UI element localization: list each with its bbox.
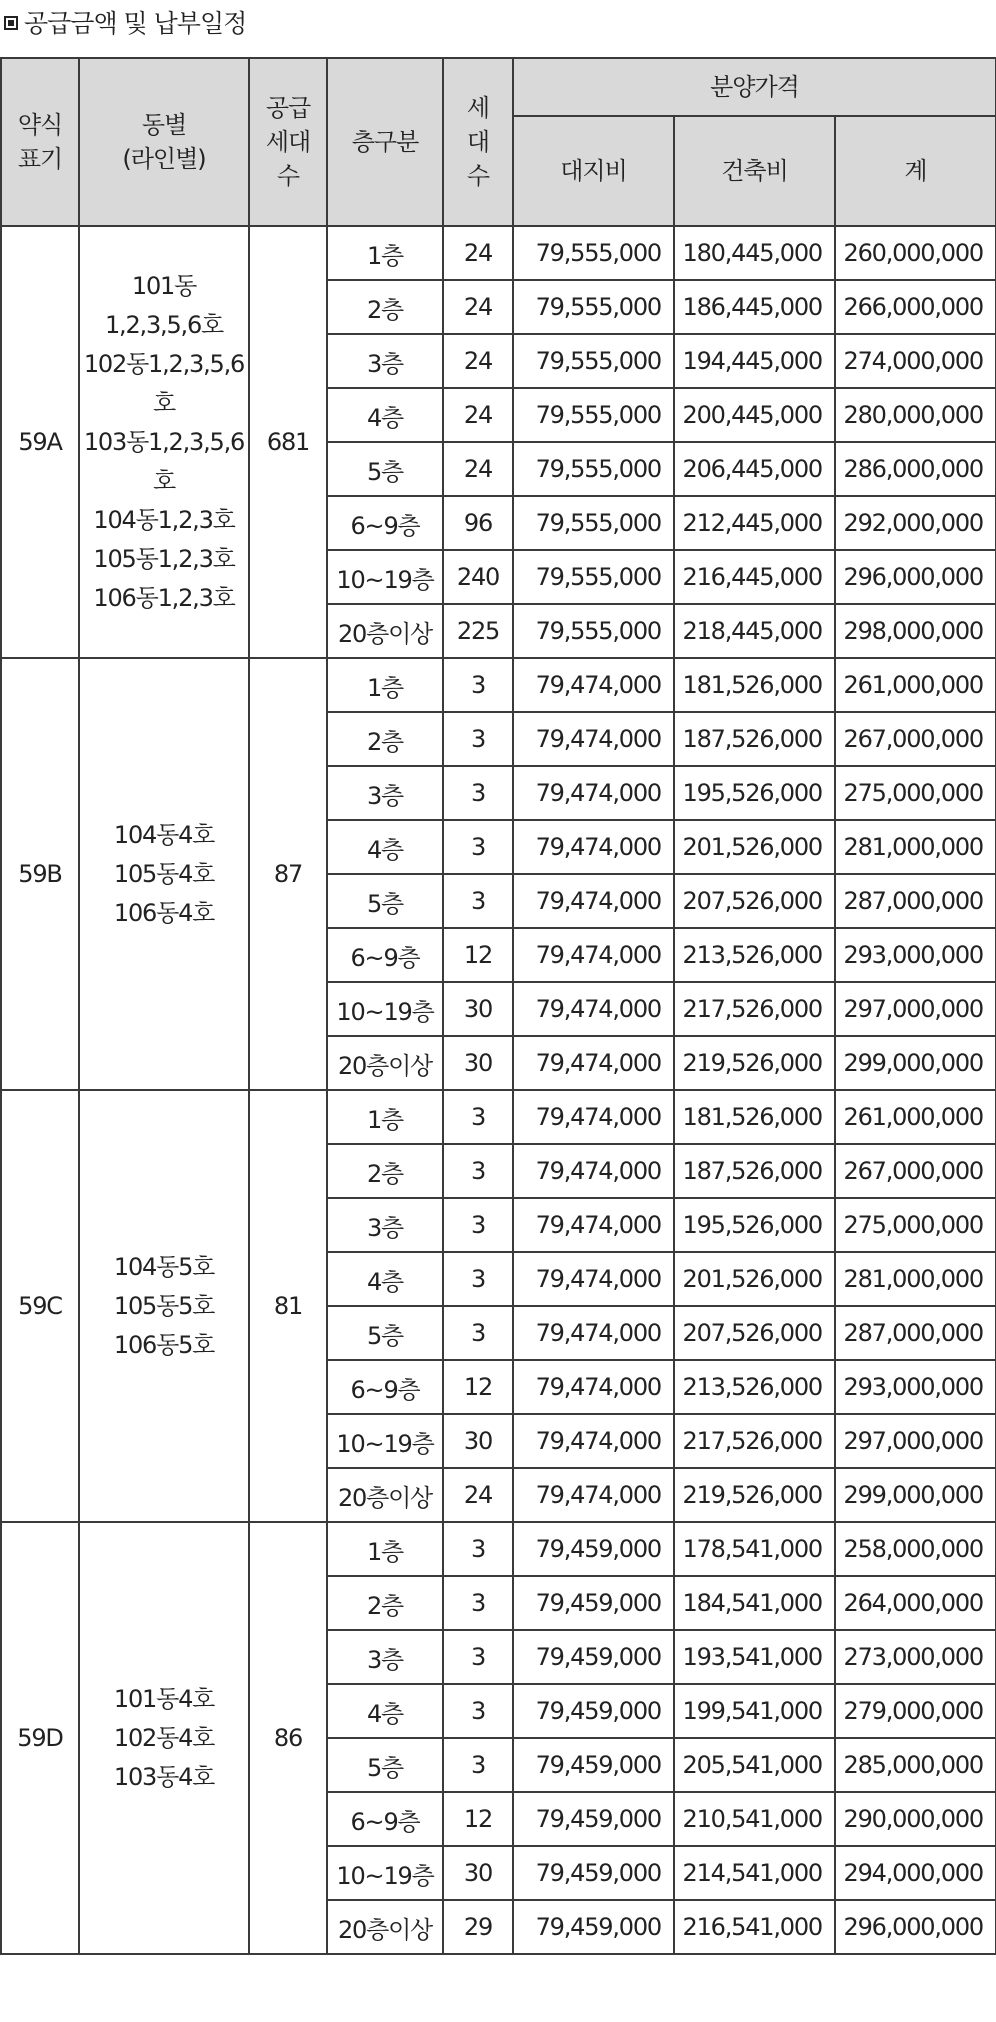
land-price-cell: 79,474,000 <box>513 1198 674 1252</box>
construction-price-cell: 184,541,000 <box>674 1576 835 1630</box>
units-cell: 24 <box>443 280 513 334</box>
land-price-cell: 79,459,000 <box>513 1792 674 1846</box>
land-price-cell: 79,474,000 <box>513 820 674 874</box>
units-cell: 3 <box>443 874 513 928</box>
land-price-cell: 79,474,000 <box>513 928 674 982</box>
units-cell: 3 <box>443 1738 513 1792</box>
floor-cell: 2층 <box>327 1576 443 1630</box>
construction-price-cell: 219,526,000 <box>674 1468 835 1522</box>
units-cell: 96 <box>443 496 513 550</box>
floor-cell: 3층 <box>327 334 443 388</box>
land-price-cell: 79,474,000 <box>513 1252 674 1306</box>
building-lines-cell <box>79 1522 249 1954</box>
units-cell: 3 <box>443 820 513 874</box>
units-cell: 240 <box>443 550 513 604</box>
floor-cell: 1층 <box>327 226 443 280</box>
total-price-cell: 297,000,000 <box>835 1414 996 1468</box>
header-building-text: 동별 (라인별) <box>122 111 206 173</box>
construction-price-cell: 217,526,000 <box>674 982 835 1036</box>
units-cell: 3 <box>443 1576 513 1630</box>
total-price-cell: 281,000,000 <box>835 1252 996 1306</box>
building-line: 1,2,3,5,6호 <box>104 310 224 339</box>
building-line: 106동4호 <box>113 898 215 927</box>
floor-cell: 2층 <box>327 280 443 334</box>
land-price-cell: 79,555,000 <box>513 604 674 658</box>
construction-price-cell: 193,541,000 <box>674 1630 835 1684</box>
total-price-cell: 266,000,000 <box>835 280 996 334</box>
units-cell: 12 <box>443 1360 513 1414</box>
units-cell: 225 <box>443 604 513 658</box>
total-price-cell: 286,000,000 <box>835 442 996 496</box>
construction-price-cell: 186,445,000 <box>674 280 835 334</box>
total-price-cell: 279,000,000 <box>835 1684 996 1738</box>
land-price-cell: 79,459,000 <box>513 1900 674 1954</box>
land-price-cell: 79,555,000 <box>513 226 674 280</box>
building-line: 101동4호 <box>113 1684 215 1713</box>
land-price-cell: 79,474,000 <box>513 766 674 820</box>
construction-price-cell: 206,445,000 <box>674 442 835 496</box>
total-price-cell: 258,000,000 <box>835 1522 996 1576</box>
floor-cell: 5층 <box>327 442 443 496</box>
units-cell: 24 <box>443 226 513 280</box>
units-cell: 30 <box>443 982 513 1036</box>
floor-cell: 6~9층 <box>327 1792 443 1846</box>
floor-cell: 5층 <box>327 1306 443 1360</box>
header-total-text: 계 <box>904 157 927 185</box>
floor-cell: 6~9층 <box>327 1360 443 1414</box>
construction-price-cell: 195,526,000 <box>674 1198 835 1252</box>
land-price-cell: 79,459,000 <box>513 1576 674 1630</box>
total-price-cell: 296,000,000 <box>835 1900 996 1954</box>
construction-price-cell: 218,445,000 <box>674 604 835 658</box>
units-cell: 24 <box>443 1468 513 1522</box>
floor-cell: 2층 <box>327 1144 443 1198</box>
units-cell: 3 <box>443 1144 513 1198</box>
floor-cell: 4층 <box>327 388 443 442</box>
building-line: 102동4호 <box>113 1723 215 1752</box>
construction-price-cell: 187,526,000 <box>674 712 835 766</box>
construction-price-cell: 216,445,000 <box>674 550 835 604</box>
total-price-cell: 264,000,000 <box>835 1576 996 1630</box>
square-bullet-icon <box>4 16 18 30</box>
table-row <box>1 1090 996 1144</box>
units-cell: 29 <box>443 1900 513 1954</box>
units-cell: 24 <box>443 442 513 496</box>
units-cell: 3 <box>443 1630 513 1684</box>
units-cell: 24 <box>443 334 513 388</box>
floor-cell: 3층 <box>327 1630 443 1684</box>
total-price-cell: 293,000,000 <box>835 928 996 982</box>
total-price-cell: 275,000,000 <box>835 766 996 820</box>
land-price-cell: 79,459,000 <box>513 1846 674 1900</box>
floor-cell: 10~19층 <box>327 1846 443 1900</box>
construction-price-cell: 194,445,000 <box>674 334 835 388</box>
total-price-cell: 273,000,000 <box>835 1630 996 1684</box>
building-line: 105동1,2,3호 <box>93 544 235 573</box>
supply-units-cell: 87 <box>249 658 327 1090</box>
building-line: 104동5호 <box>113 1252 215 1281</box>
units-cell: 3 <box>443 766 513 820</box>
land-price-cell: 79,474,000 <box>513 1036 674 1090</box>
land-price-cell: 79,555,000 <box>513 442 674 496</box>
floor-cell: 10~19층 <box>327 1414 443 1468</box>
total-price-cell: 267,000,000 <box>835 712 996 766</box>
building-line: 105동4호 <box>113 859 215 888</box>
land-price-cell: 79,459,000 <box>513 1738 674 1792</box>
land-price-cell: 79,474,000 <box>513 1090 674 1144</box>
header-construction <box>674 116 835 226</box>
land-price-cell: 79,474,000 <box>513 1306 674 1360</box>
header-total <box>835 116 996 226</box>
construction-price-cell: 207,526,000 <box>674 1306 835 1360</box>
header-construction-text: 건축비 <box>721 157 788 185</box>
units-cell: 12 <box>443 1792 513 1846</box>
floor-cell: 3층 <box>327 766 443 820</box>
header-units <box>443 58 513 226</box>
units-cell: 3 <box>443 1306 513 1360</box>
floor-cell: 10~19층 <box>327 550 443 604</box>
building-line: 106동5호 <box>113 1330 215 1359</box>
total-price-cell: 299,000,000 <box>835 1468 996 1522</box>
construction-price-cell: 210,541,000 <box>674 1792 835 1846</box>
units-cell: 3 <box>443 1522 513 1576</box>
land-price-cell: 79,474,000 <box>513 658 674 712</box>
construction-price-cell: 201,526,000 <box>674 820 835 874</box>
supply-units-cell: 86 <box>249 1522 327 1954</box>
header-floor-text: 층구분 <box>351 128 419 156</box>
land-price-cell: 79,555,000 <box>513 388 674 442</box>
land-price-cell: 79,555,000 <box>513 280 674 334</box>
section-title-text: 공급금액 및 납부일정 <box>24 9 247 38</box>
header-type <box>1 58 79 226</box>
land-price-cell: 79,474,000 <box>513 874 674 928</box>
total-price-cell: 275,000,000 <box>835 1198 996 1252</box>
total-price-cell: 293,000,000 <box>835 1360 996 1414</box>
construction-price-cell: 180,445,000 <box>674 226 835 280</box>
header-supply-units-text: 공급 세대 수 <box>265 94 311 190</box>
floor-cell: 1층 <box>327 1522 443 1576</box>
total-price-cell: 296,000,000 <box>835 550 996 604</box>
floor-cell: 20층이상 <box>327 1036 443 1090</box>
floor-cell: 6~9층 <box>327 496 443 550</box>
building-lines-cell <box>79 226 249 658</box>
floor-cell: 2층 <box>327 712 443 766</box>
building-line: 103동4호 <box>113 1762 215 1791</box>
header-building <box>79 58 249 226</box>
land-price-cell: 79,474,000 <box>513 982 674 1036</box>
type-cell: 59D <box>1 1522 79 1954</box>
units-cell: 3 <box>443 1684 513 1738</box>
construction-price-cell: 214,541,000 <box>674 1846 835 1900</box>
supply-units-cell: 681 <box>249 226 327 658</box>
total-price-cell: 280,000,000 <box>835 388 996 442</box>
section-title <box>0 4 246 44</box>
header-land <box>513 116 674 226</box>
floor-cell: 10~19층 <box>327 982 443 1036</box>
units-cell: 3 <box>443 658 513 712</box>
construction-price-cell: 195,526,000 <box>674 766 835 820</box>
land-price-cell: 79,555,000 <box>513 496 674 550</box>
building-lines-cell <box>79 658 249 1090</box>
construction-price-cell: 207,526,000 <box>674 874 835 928</box>
floor-cell: 5층 <box>327 1738 443 1792</box>
total-price-cell: 281,000,000 <box>835 820 996 874</box>
total-price-cell: 299,000,000 <box>835 1036 996 1090</box>
price-table-body <box>1 226 996 1954</box>
construction-price-cell: 205,541,000 <box>674 1738 835 1792</box>
header-price-group-text: 분양가격 <box>710 73 799 101</box>
supply-units-cell: 81 <box>249 1090 327 1522</box>
construction-price-cell: 219,526,000 <box>674 1036 835 1090</box>
header-floor <box>327 58 443 226</box>
building-line: 104동4호 <box>113 820 215 849</box>
construction-price-cell: 178,541,000 <box>674 1522 835 1576</box>
total-price-cell: 267,000,000 <box>835 1144 996 1198</box>
floor-cell: 4층 <box>327 820 443 874</box>
floor-cell: 4층 <box>327 1252 443 1306</box>
construction-price-cell: 201,526,000 <box>674 1252 835 1306</box>
construction-price-cell: 213,526,000 <box>674 1360 835 1414</box>
construction-price-cell: 216,541,000 <box>674 1900 835 1954</box>
total-price-cell: 294,000,000 <box>835 1846 996 1900</box>
header-price-group <box>513 58 996 116</box>
land-price-cell: 79,459,000 <box>513 1522 674 1576</box>
land-price-cell: 79,474,000 <box>513 712 674 766</box>
land-price-cell: 79,555,000 <box>513 334 674 388</box>
header-land-text: 대지비 <box>560 157 627 185</box>
type-cell: 59B <box>1 658 79 1090</box>
land-price-cell: 79,459,000 <box>513 1630 674 1684</box>
building-line: 102동1,2,3,5,6호 <box>83 349 245 417</box>
units-cell: 30 <box>443 1846 513 1900</box>
floor-cell: 20층이상 <box>327 1900 443 1954</box>
units-cell: 3 <box>443 712 513 766</box>
total-price-cell: 292,000,000 <box>835 496 996 550</box>
units-cell: 3 <box>443 1090 513 1144</box>
construction-price-cell: 200,445,000 <box>674 388 835 442</box>
land-price-cell: 79,474,000 <box>513 1414 674 1468</box>
total-price-cell: 297,000,000 <box>835 982 996 1036</box>
units-cell: 30 <box>443 1414 513 1468</box>
floor-cell: 3층 <box>327 1198 443 1252</box>
units-cell: 24 <box>443 388 513 442</box>
floor-cell: 1층 <box>327 1090 443 1144</box>
table-row <box>1 1522 996 1576</box>
units-cell: 3 <box>443 1252 513 1306</box>
total-price-cell: 290,000,000 <box>835 1792 996 1846</box>
construction-price-cell: 217,526,000 <box>674 1414 835 1468</box>
total-price-cell: 260,000,000 <box>835 226 996 280</box>
total-price-cell: 274,000,000 <box>835 334 996 388</box>
units-cell: 30 <box>443 1036 513 1090</box>
land-price-cell: 79,474,000 <box>513 1468 674 1522</box>
building-line: 103동1,2,3,5,6호 <box>83 427 245 495</box>
land-price-cell: 79,474,000 <box>513 1360 674 1414</box>
building-line: 106동1,2,3호 <box>93 583 235 612</box>
building-lines-cell <box>79 1090 249 1522</box>
floor-cell: 4층 <box>327 1684 443 1738</box>
header-units-text: 세 대 수 <box>466 94 490 190</box>
floor-cell: 6~9층 <box>327 928 443 982</box>
building-line: 105동5호 <box>113 1291 215 1320</box>
construction-price-cell: 181,526,000 <box>674 1090 835 1144</box>
table-row <box>1 658 996 712</box>
units-cell: 3 <box>443 1198 513 1252</box>
header-type-text: 약식 표기 <box>17 111 63 173</box>
floor-cell: 20층이상 <box>327 604 443 658</box>
construction-price-cell: 199,541,000 <box>674 1684 835 1738</box>
building-line: 104동1,2,3호 <box>93 505 235 534</box>
building-line: 101동 <box>131 271 197 300</box>
construction-price-cell: 212,445,000 <box>674 496 835 550</box>
floor-cell: 1층 <box>327 658 443 712</box>
total-price-cell: 285,000,000 <box>835 1738 996 1792</box>
table-row <box>1 226 996 280</box>
price-table <box>0 57 996 1955</box>
total-price-cell: 261,000,000 <box>835 658 996 712</box>
type-cell: 59A <box>1 226 79 658</box>
construction-price-cell: 187,526,000 <box>674 1144 835 1198</box>
construction-price-cell: 181,526,000 <box>674 658 835 712</box>
total-price-cell: 287,000,000 <box>835 874 996 928</box>
type-cell: 59C <box>1 1090 79 1522</box>
total-price-cell: 287,000,000 <box>835 1306 996 1360</box>
floor-cell: 5층 <box>327 874 443 928</box>
header-supply-units <box>249 58 327 226</box>
construction-price-cell: 213,526,000 <box>674 928 835 982</box>
floor-cell: 20층이상 <box>327 1468 443 1522</box>
units-cell: 12 <box>443 928 513 982</box>
total-price-cell: 261,000,000 <box>835 1090 996 1144</box>
total-price-cell: 298,000,000 <box>835 604 996 658</box>
land-price-cell: 79,459,000 <box>513 1684 674 1738</box>
land-price-cell: 79,474,000 <box>513 1144 674 1198</box>
land-price-cell: 79,555,000 <box>513 550 674 604</box>
